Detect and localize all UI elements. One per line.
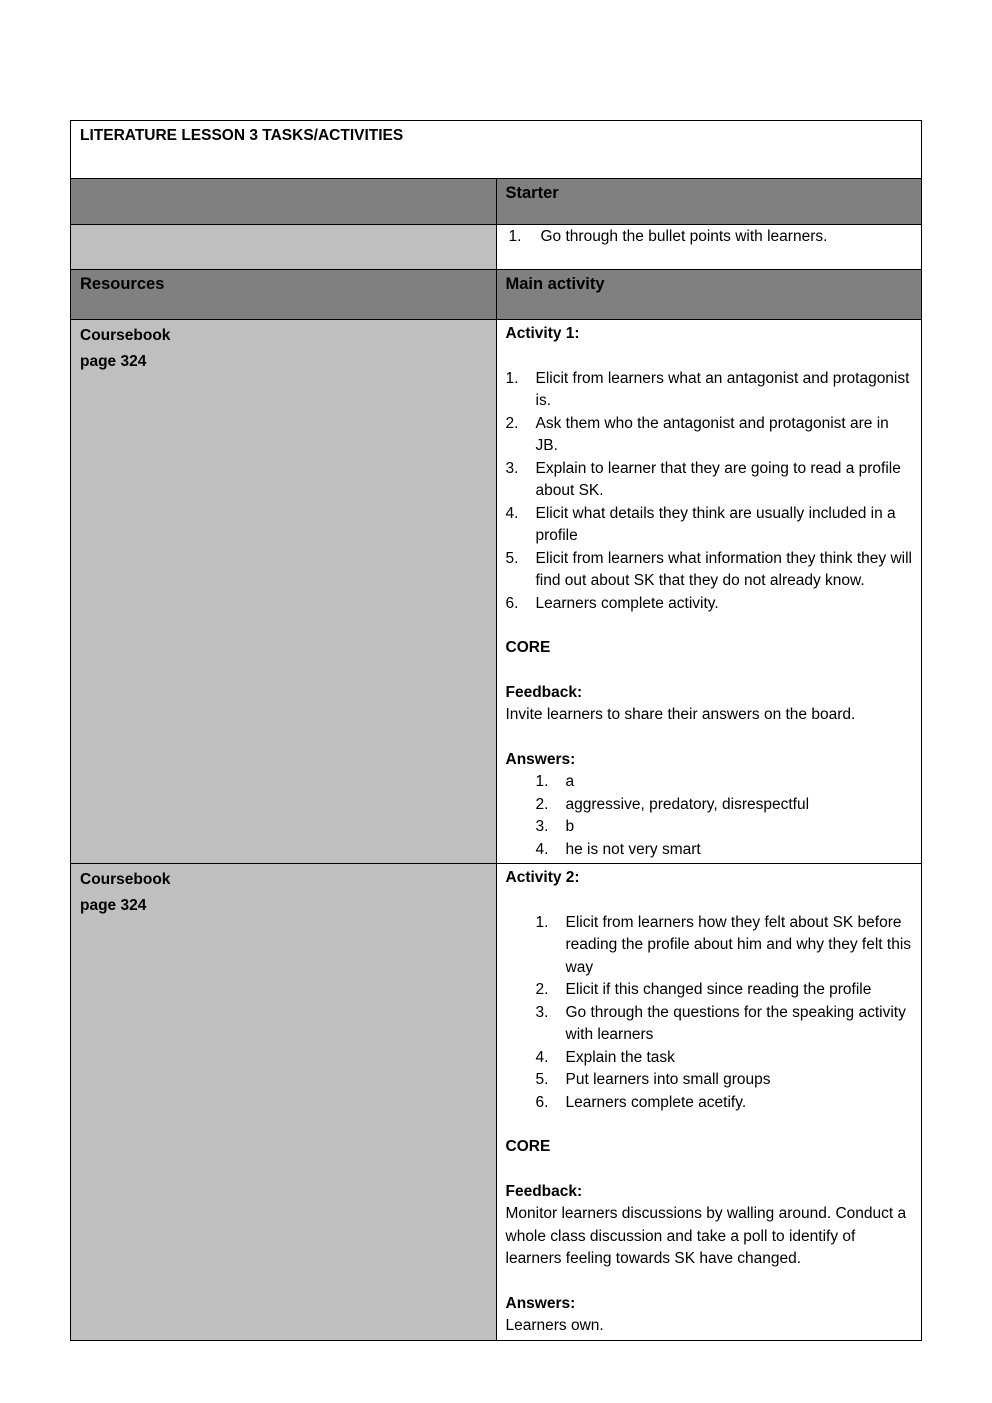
list-text: Elicit from learners what an antagonist and protagonist is. xyxy=(535,369,910,409)
lesson-title: LITERATURE LESSON 3 TASKS/ACTIVITIES xyxy=(71,121,922,179)
activity2-core: CORE xyxy=(505,1138,551,1155)
activity2-feedback-text: Monitor learners discussions by walling around. Conduct a whole class discussion and take a poll to identify of learners feeling towards SK have changed. xyxy=(505,1205,907,1267)
list-item xyxy=(536,771,913,794)
starter-heading: Starter xyxy=(496,179,922,225)
resource-line: Coursebook xyxy=(80,327,171,344)
list-text: Learners complete acetify. xyxy=(565,1093,747,1111)
list-number: 4. xyxy=(505,504,519,522)
activity2-body xyxy=(496,864,922,1341)
lesson-table xyxy=(70,120,922,1341)
activity1-core: CORE xyxy=(505,639,551,656)
starter-header-blank xyxy=(71,179,497,225)
activity2-steps xyxy=(506,912,913,1115)
list-item xyxy=(536,979,913,1002)
list-text: Explain to learner that they are going to read a profile about SK. xyxy=(535,459,901,499)
activity1-feedback-text: Invite learners to share their answers on the board. xyxy=(505,706,856,723)
activity1-answers xyxy=(506,771,913,861)
list-item xyxy=(536,912,913,980)
list-item xyxy=(506,368,913,413)
list-item xyxy=(506,413,913,458)
list-number: 6. xyxy=(535,1093,549,1111)
activity2-feedback-label: Feedback: xyxy=(505,1182,583,1200)
resource-line: page 324 xyxy=(80,897,147,914)
activity1-answers-label: Answers: xyxy=(505,750,576,768)
list-number: 1. xyxy=(505,369,519,387)
activity1-feedback-label: Feedback: xyxy=(505,683,583,701)
activity2-answers-text: Learners own. xyxy=(505,1317,604,1334)
list-text: Elicit what details they think are usually included in a profile xyxy=(535,504,896,544)
list-text: aggressive, predatory, disrespectful xyxy=(565,795,810,813)
list-number: 2. xyxy=(535,795,549,813)
resource-line: page 324 xyxy=(80,353,147,370)
list-item xyxy=(536,1069,913,1092)
list-text: b xyxy=(565,818,575,835)
list-text: Ask them who the antagonist and protagonist are in JB. xyxy=(535,414,889,454)
list-number: 4. xyxy=(535,840,549,858)
list-number: 5. xyxy=(535,1071,549,1088)
list-text: a xyxy=(565,773,575,790)
activity2-heading: Activity 2: xyxy=(505,869,580,886)
list-item xyxy=(536,839,913,862)
list-text: Explain the task xyxy=(565,1048,675,1066)
list-text: Elicit if this changed since reading the profile xyxy=(565,981,872,998)
list-number: 1. xyxy=(535,773,549,790)
activity1-heading: Activity 1: xyxy=(505,325,580,342)
list-item xyxy=(536,1047,913,1070)
starter-item xyxy=(497,225,922,249)
list-number: 1. xyxy=(535,913,549,931)
list-text: Elicit from learners how they felt about SK before reading the profile about him and why they felt this way xyxy=(565,913,912,976)
main-activity-heading: Main activity xyxy=(496,270,922,320)
list-number: 6. xyxy=(505,594,519,612)
list-text: Go through the bullet points with learners. xyxy=(540,228,828,245)
list-text: he is not very smart xyxy=(565,840,701,858)
list-item xyxy=(506,503,913,548)
activity1-steps xyxy=(506,368,913,616)
list-text: Put learners into small groups xyxy=(565,1071,771,1088)
list-item xyxy=(536,816,913,839)
list-number: 2. xyxy=(505,414,519,432)
list-number: 4. xyxy=(535,1048,549,1066)
activity1-body xyxy=(496,320,922,864)
list-number: 2. xyxy=(535,981,549,998)
list-item xyxy=(506,458,913,503)
list-text: Go through the questions for the speaking activity with learners xyxy=(565,1003,906,1043)
list-number: 5. xyxy=(505,549,519,567)
list-item xyxy=(536,794,913,817)
list-item xyxy=(506,548,913,593)
list-number: 1. xyxy=(508,228,522,245)
starter-body xyxy=(496,225,922,270)
list-number: 3. xyxy=(505,459,519,477)
list-item xyxy=(506,593,913,616)
activity1-resource xyxy=(71,320,497,864)
activity2-resource xyxy=(71,864,497,1341)
list-item xyxy=(536,1002,913,1047)
starter-resource-cell xyxy=(71,225,497,270)
list-number: 3. xyxy=(535,818,549,835)
resource-line: Coursebook xyxy=(80,871,171,888)
resources-heading: Resources xyxy=(71,270,497,320)
list-text: Elicit from learners what information they think they will find out about SK that they do not already know. xyxy=(535,549,912,589)
list-item xyxy=(536,1092,913,1115)
activity2-answers-label: Answers: xyxy=(505,1294,576,1312)
list-number: 3. xyxy=(535,1003,549,1021)
list-text: Learners complete activity. xyxy=(535,594,719,612)
